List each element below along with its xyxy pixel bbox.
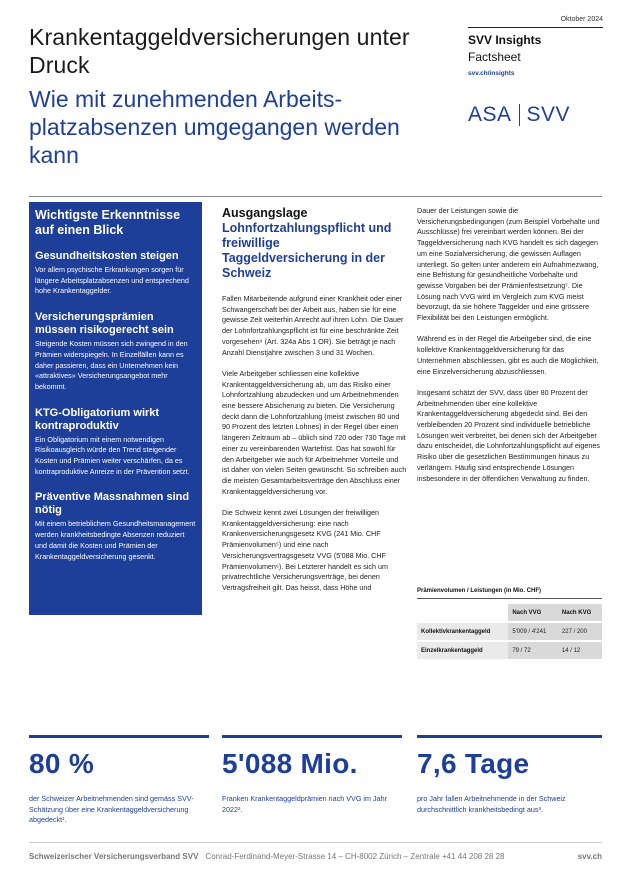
finding-text: Vor allem psychische Erkrankungen sorgen für längere Arbeitsplatzabsenzen und entsprechend hohe Krankentaggelder.: [35, 265, 189, 296]
section-divider: [29, 196, 602, 197]
paragraph: Die Schweiz kennt zwei Lösungen der freiwilligen Krankentaggeldversicherung: eine nach Krankenversicherungsgesetz KVG (241 Mio. CHF Prämienvolumen⁵) und eine nach Versicherungsvertragsgesetz VVG (5'088 Mio. CHF Prämienvolumen⁶). Bei Letzterer handelt es sich um privatrechtliche Versicherungsverträge, bei denen Vertragsfreiheit gilt. Das heisst, dass Höhe und: [222, 508, 388, 592]
kpi-value: 5'088 Mio.: [222, 748, 358, 779]
finding-text: Ein Obligatorium mit einem notwendigen Risikoausgleich würde den Trend steigender Kosten und Prämien weiter verschärfen, da es kontraproduktive Anreize in der Prävention setzt.: [35, 434, 190, 476]
kpi-coverage: [29, 735, 209, 826]
table-cell: 14 / 12: [558, 642, 602, 659]
footer-website-link[interactable]: svv.ch: [577, 852, 602, 861]
table-divider: [417, 598, 602, 599]
table-cell: 5'009 / 4'241: [508, 623, 558, 640]
kpi-rule: [417, 735, 602, 738]
footer: [29, 852, 602, 861]
paragraph: Viele Arbeitgeber schliessen eine kollektive Krankentaggeldversicherung ab, um das Risiko einer Lohnfortzahlung abzudecken und um Arbeitnehmenden eine bessere Absicherung zu bieten. Die Versicherung deckt dann die Lohnfortzahlung (meist zwischen 80 und 90 Prozent des letzten Lohnes) in der Regel über einen längeren Zeitraum ab – üblich sind 720 oder 730 Tage mit einer zu vereinbarenden Wartefrist. Das hat sowohl für den Arbeitgeber wie auch für Arbeitnehmer Vorteile und ist daher von vielen Seiten gewünscht. So schreiben auch die meisten Gesamtarbeitsverträge den Abschluss einer Krankentaggeldversicherung vor.: [222, 368, 407, 496]
kpi-rule: [222, 735, 402, 738]
insights-link[interactable]: svv.ch/insights: [468, 70, 515, 77]
table-title: Prämienvolumen / Leistungen (in Mio. CHF): [417, 588, 542, 594]
kpi-value: 80 %: [29, 748, 95, 779]
finding-heading: Versicherungsprämien müssen risikogerecht sein: [35, 311, 174, 337]
asa-svv-logo: [468, 103, 570, 127]
column-header: Nach VVG: [508, 604, 558, 621]
finding-text: Steigende Kosten müssen sich zwingend in den Prämien widerspiegeln. In Einzelfällen kann es daher passieren, dass ein Unternehmen kein «attraktives» Versicherungsangebot mehr bekommt.: [35, 339, 188, 391]
finding-heading: Gesundheitskosten steigen: [35, 250, 179, 262]
footer-divider: [29, 842, 602, 843]
article-kicker: Ausgangslage: [222, 206, 308, 220]
paragraph: Insgesamt schätzt der SVV, dass über 80 Prozent der Arbeitnehmenden über eine kollektive Krankentaggeldversicherung abgedeckt sind. Bei den verbleibenden 20 Prozent sind individuelle betriebliche Lösungen weit verbreitet, bei denen sich der Arbeitgeber dazu entscheidet, die Lohnfortzahlungspflicht auf eigenes Risiko über die gesetzlichen Bestimmungen hinaus zu verlängern. Häufig sind entsprechende Lösungen insbesondere in der öffentlichen Verwaltung zu finden.: [417, 387, 601, 483]
paragraph: Dauer der Leistungen sowie die Versicherungsbedingungen (zum Beispiel Vorbehalte und Ausschlüsse) frei vereinbart werden können. Bei der Taggeldversicherung nach KVG handelt es sich dagegen um eine Sozialversicherung, die gewissen Auflagen unterliegt. So gelten unter anderem ein Aufnahmezwang, eine Befristung für gesundheitliche Vorbehalte und gewisse Vorgaben bei der Prämienfestsetzung⁷. Die Lösung nach VVG wird im Vergleich zum KVG meist bevorzugt, da sie höhere Taggelder und eine grössere Flexibilität bei den Leistungen ermöglicht.: [417, 206, 600, 323]
article-column-2: [222, 294, 407, 604]
column-header: [417, 604, 508, 621]
kpi-premiums: [222, 735, 402, 815]
document-subtitle: Wie mit zunehmenden Arbeits-platzabsenzen umgegangen werden kann: [29, 86, 400, 168]
footer-org: Schweizerischer Versicherungsverband SVV: [29, 852, 199, 861]
logo-left: ASA: [468, 103, 512, 126]
finding-heading: KTG-Obligatorium wirkt kontraproduktiv: [35, 406, 160, 432]
kpi-text: der Schweizer Arbeitnehmenden sind gemäss SVV-Schätzung über eine Krankentaggeldversicherung abgedeckt¹.: [29, 794, 194, 825]
row-label: Einzelkrankentaggeld: [417, 642, 508, 659]
finding-heading: Präventive Massnahmen sind nötig: [35, 491, 190, 517]
kpi-rule: [29, 735, 209, 738]
logo-separator: [519, 104, 520, 126]
article-heading: Lohnfortzahlungspflicht und freiwillige Taggeldversicherung in der Schweiz: [222, 221, 392, 280]
kpi-absence-days: [417, 735, 602, 815]
row-label: Kollektivkrankentaggeld: [417, 623, 508, 640]
table-row: [417, 642, 602, 659]
column-header: Nach KVG: [558, 604, 602, 621]
kpi-text: Franken Krankentaggeldprämien nach VVG im Jahr 2022².: [222, 794, 388, 814]
table-header-row: [417, 604, 602, 621]
premium-volume-table: [417, 602, 602, 661]
key-findings-box: [29, 202, 202, 615]
article-heading-block: [222, 206, 407, 281]
finding-text: Mit einem betrieblichem Gesundheitsmanagement werden krankheitsbedingte Absenzen reduziert und damit die Kosten und Prämien der Krankentaggeldversicherung gesenkt.: [35, 519, 196, 561]
kpi-text: pro Jahr fallen Arbeitnehmende in der Schweiz durchschnittlich krankheitsbedingt aus³.: [417, 794, 566, 814]
table-cell: 79 / 72: [508, 642, 558, 659]
publication-date: Oktober 2024: [560, 16, 603, 23]
document-title: Krankentaggeldversicherungen unter Druck: [29, 24, 410, 78]
footer-address: Conrad-Ferdinand-Meyer-Strasse 14 – CH-8002 Zürich – Zentrale +41 44 208 28 28: [205, 852, 505, 861]
series-name: SVV Insights: [468, 33, 542, 47]
table-row: [417, 623, 602, 640]
article-column-3: [417, 206, 602, 495]
key-findings-title: Wichtigste Erkenntnisse auf einen Blick: [35, 208, 181, 237]
table-cell: 227 / 200: [558, 623, 602, 640]
doc-type: Factsheet: [468, 50, 521, 64]
header-divider: [468, 27, 603, 28]
kpi-value: 7,6 Tage: [417, 748, 530, 779]
paragraph: Fallen Mitarbeitende aufgrund einer Krankheit oder einer Schwangerschaft bei der Arbeit aus, haben sie für eine gewisse Zeit weiterhin Anrecht auf ihren Lohn. Die Dauer der Lohnfortzahlungspflicht ist für eine beschränkte Zeit vorgesehen⁴ (Art. 324a Abs 1 OR). Sie beträgt je nach Anzahl Dienstjahre zwischen 3 und 31 Wochen.: [222, 294, 404, 357]
paragraph: Während es in der Regel die Arbeitgeber sind, die eine kollektive Krankentaggeldversicherung für das Unternehmen abschliessen, gibt es auch die Möglichkeit, eine Einzelversicherung abzuschliessen.: [417, 334, 599, 376]
logo-right: SVV: [526, 103, 571, 126]
